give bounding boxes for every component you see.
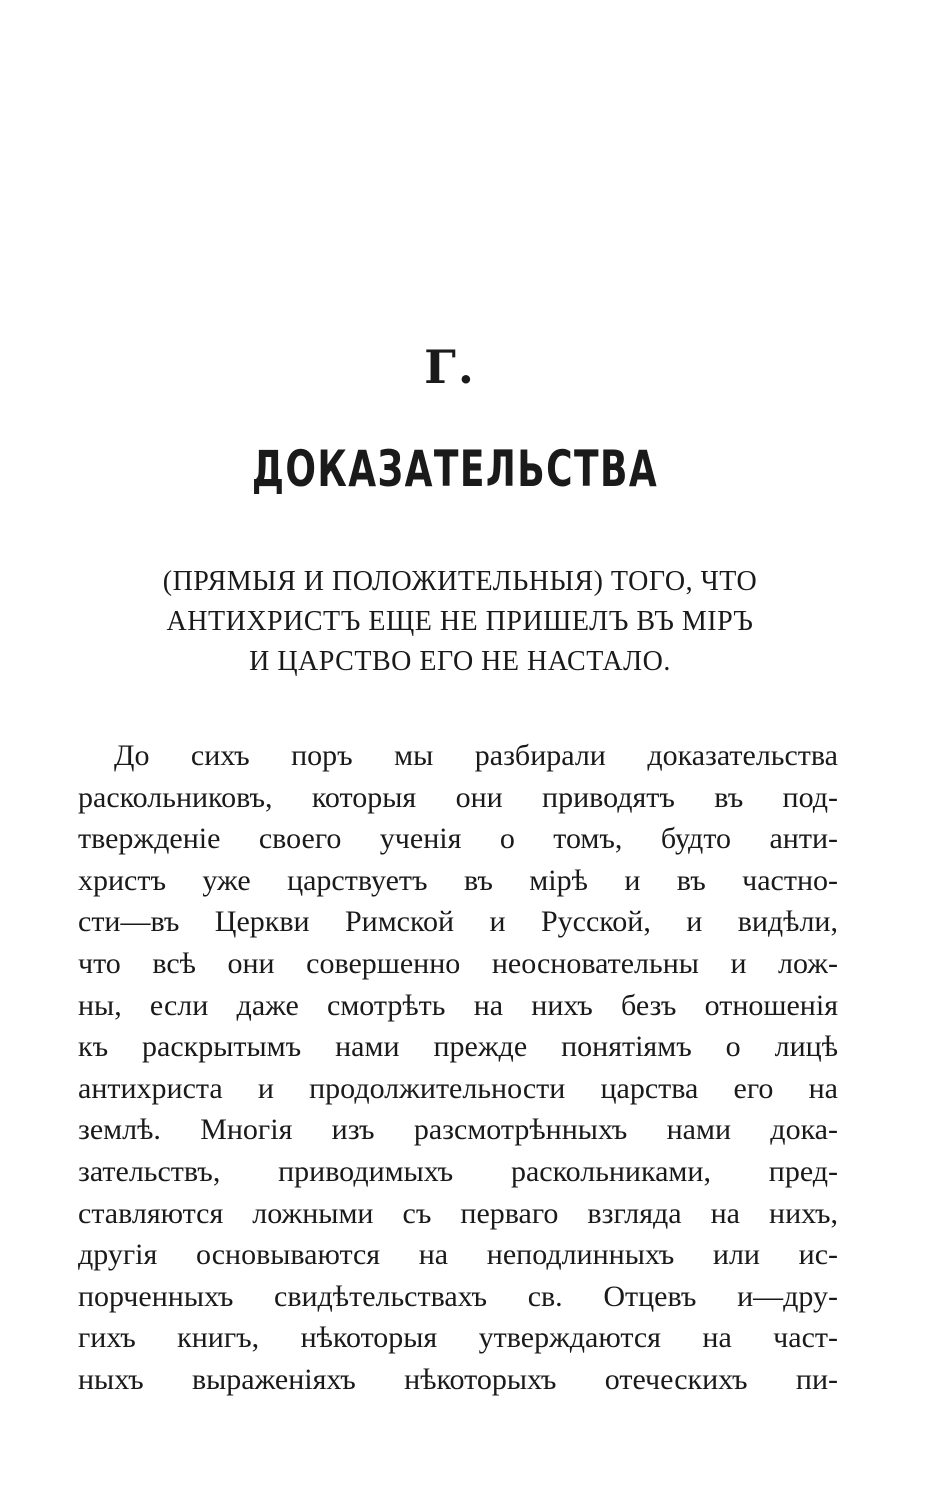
- paragraph-line: твержденіе своего ученія о томъ, будто анти-: [78, 822, 838, 856]
- body-paragraph: [78, 735, 838, 1401]
- subtitle-line: (ПРЯМЫЯ И ПОЛОЖИТЕЛЬНЫЯ) ТОГО, ЧТО: [162, 566, 758, 597]
- subtitle-line: АНТИХРИСТЪ ЕЩЕ НЕ ПРИШЕЛЪ ВЪ МІРЪ: [166, 606, 754, 637]
- paragraph-line: къ раскрытымъ нами прежде понятіямъ о лицѣ: [78, 1030, 838, 1064]
- paragraph-line: ныхъ выраженіяхъ нѣкоторыхъ отеческихъ пи-: [78, 1362, 838, 1396]
- paragraph-line: гихъ книгъ, нѣкоторыя утверждаются на част-: [78, 1321, 838, 1355]
- paragraph-line: раскольниковъ, которыя они приводятъ въ под-: [78, 780, 838, 814]
- paragraph-line: До сихъ поръ мы разбирали доказательства: [114, 739, 838, 772]
- paragraph-line: христъ уже царствуетъ въ мірѣ и въ частно-: [78, 863, 838, 897]
- paragraph-line: сти—въ Церкви Римской и Русской, и видѣли,: [78, 905, 838, 939]
- paragraph-line: зательствъ, приводимыхъ раскольниками, пред-: [78, 1154, 838, 1188]
- paragraph-line: антихриста и продолжительности царства его на: [78, 1071, 838, 1105]
- paragraph-line: ны, если даже смотрѣть на нихъ безъ отношенія: [78, 988, 838, 1022]
- paragraph-line: ставляются ложными съ перваго взгляда на нихъ,: [78, 1196, 838, 1230]
- subtitle-line: И ЦАРСТВО ЕГО НЕ НАСТАЛО.: [249, 646, 671, 677]
- chapter-title: ДОКАЗАТЕЛЬСТВА: [251, 440, 659, 498]
- paragraph-line: что всѣ они совершенно неосновательны и лож-: [78, 946, 838, 980]
- paragraph-line: землѣ. Многія изъ разсмотрѣнныхъ нами дока-: [78, 1113, 838, 1147]
- paragraph-line: порченныхъ свидѣтельствахъ св. Отцевъ и—дру-: [78, 1279, 838, 1313]
- section-letter: Г.: [424, 340, 476, 394]
- paragraph-line: другія основываются на неподлинныхъ или ис-: [78, 1238, 838, 1272]
- chapter-subtitle: [90, 562, 830, 682]
